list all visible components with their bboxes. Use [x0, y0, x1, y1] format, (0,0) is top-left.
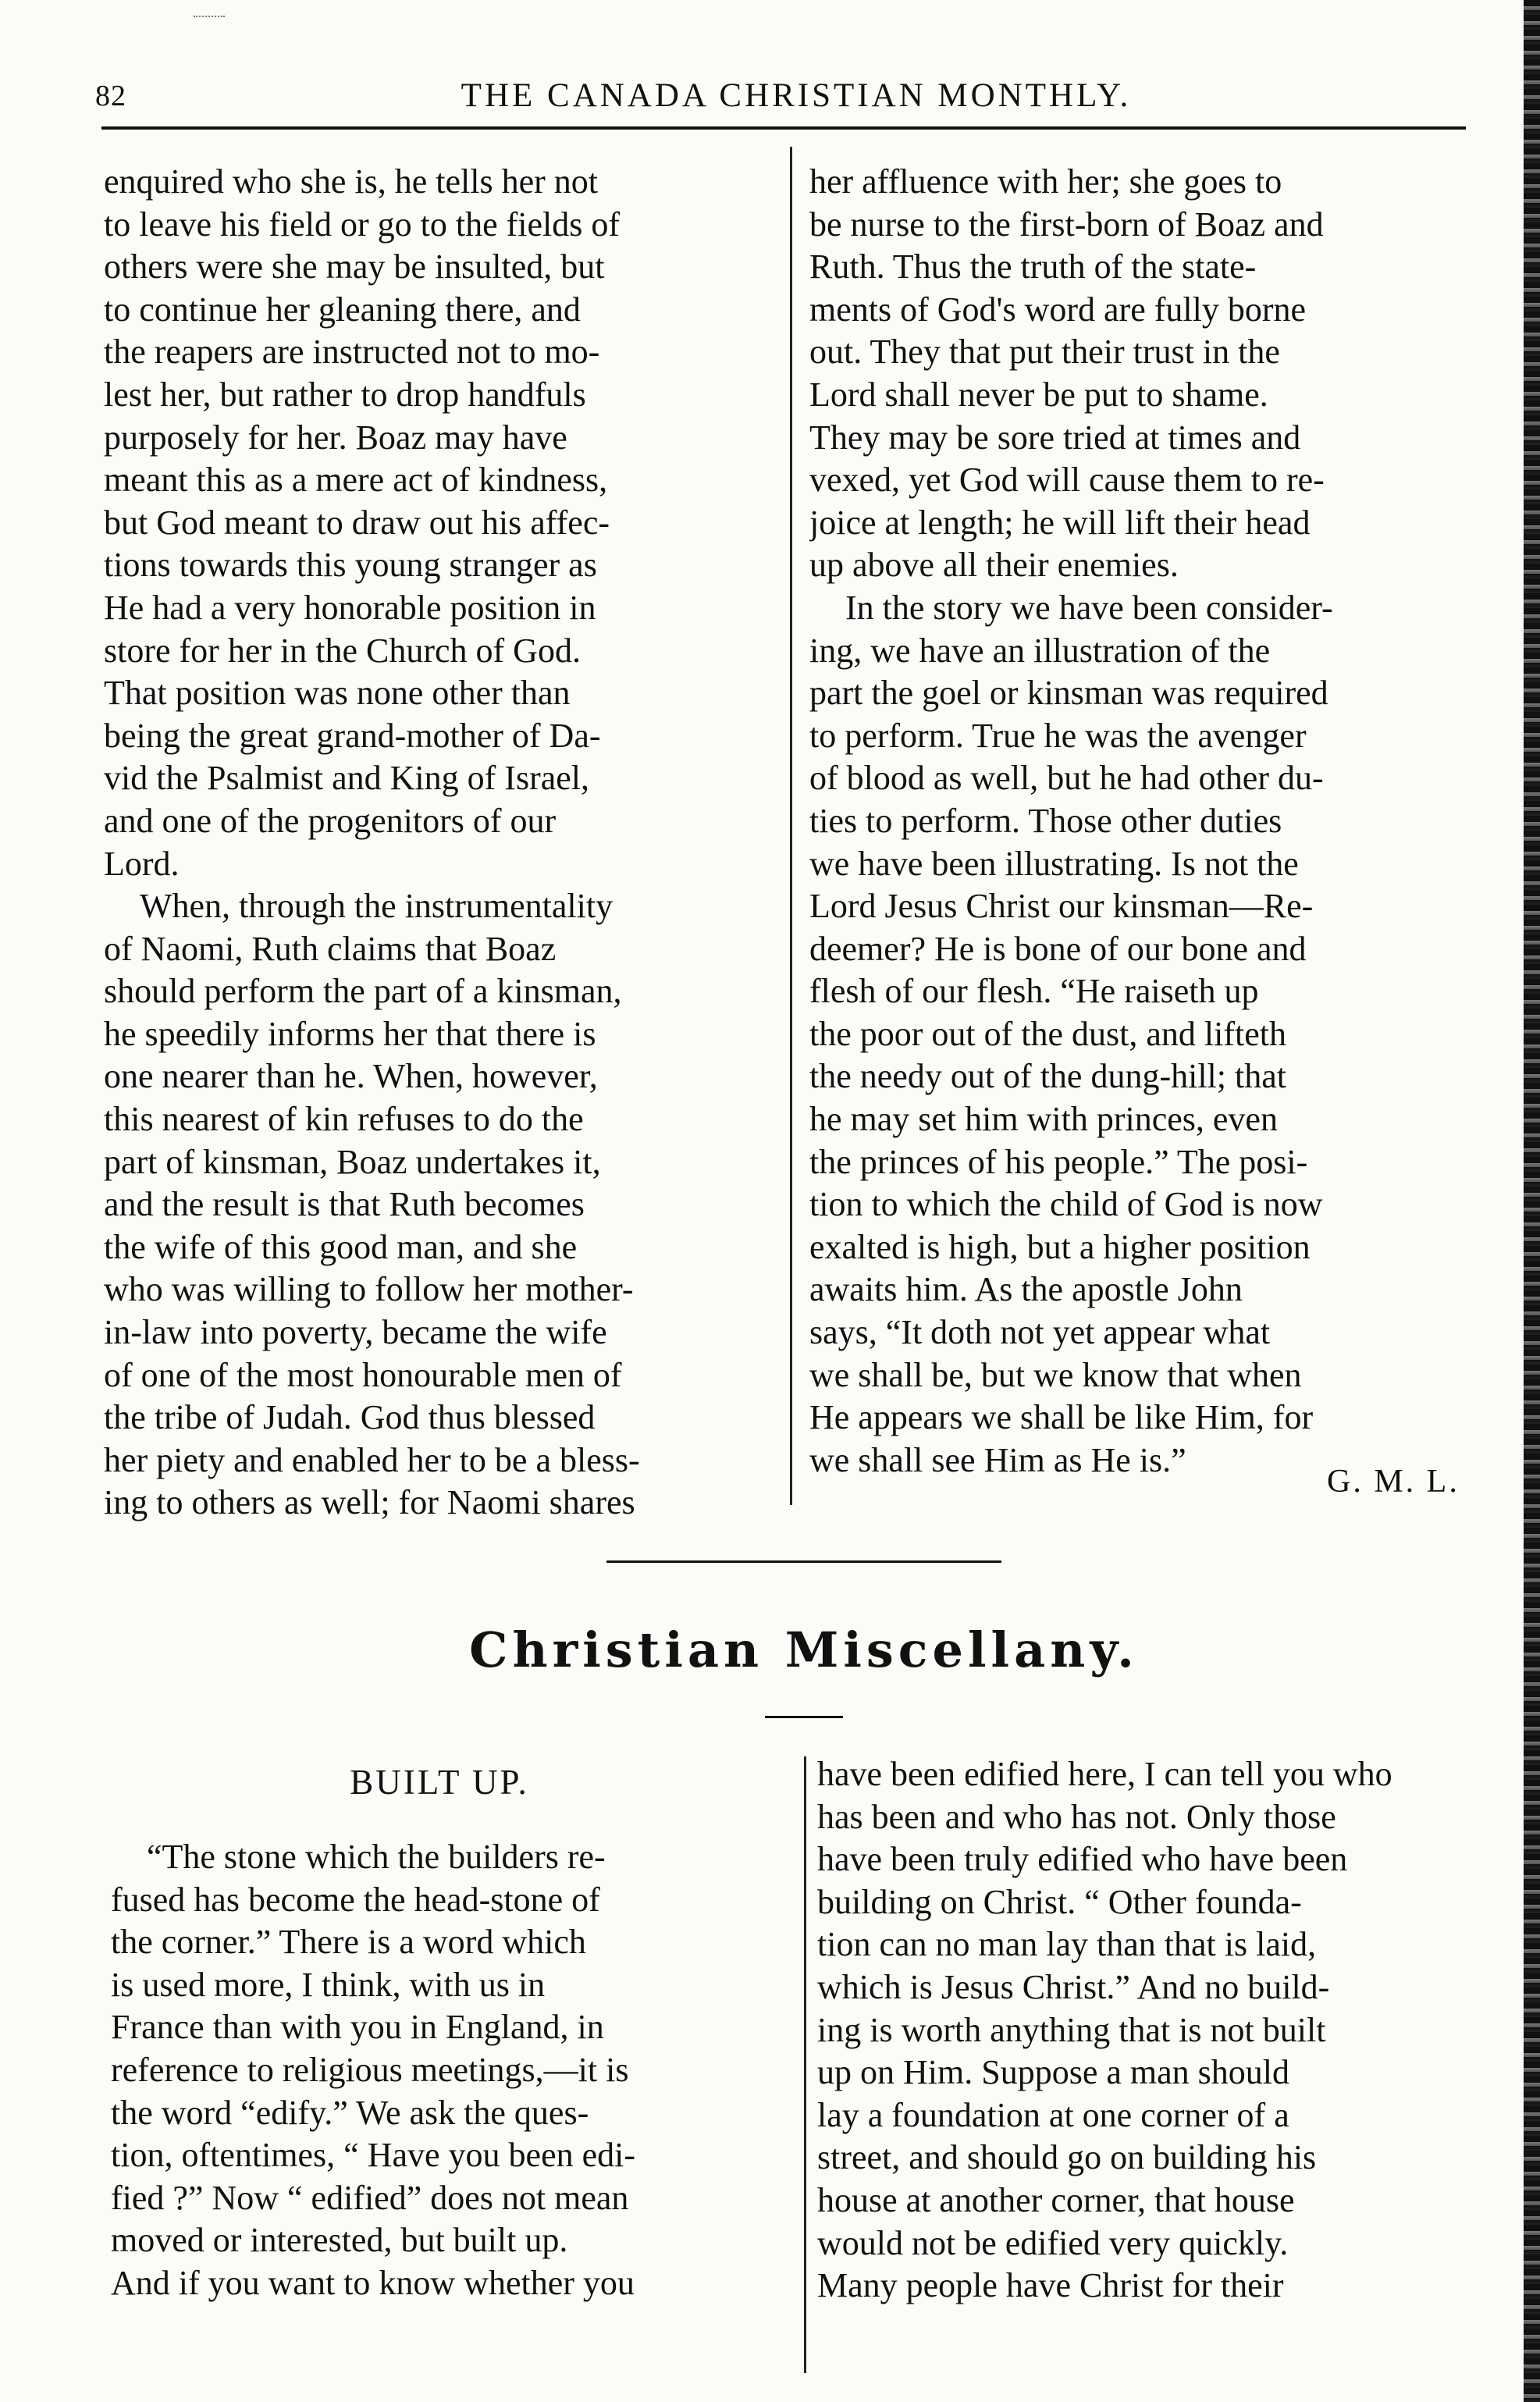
paragraph	[111, 1836, 788, 2305]
text-line: building on Christ. “ Other founda-	[817, 1882, 1302, 1921]
text-line: Lord.	[104, 844, 180, 883]
paragraph	[809, 587, 1488, 1482]
text-line: have been truly edified who have been	[817, 1840, 1348, 1879]
text-line: store for her in the Church of God.	[104, 631, 581, 670]
article-left-column	[111, 1836, 788, 2305]
scan-speck-mark	[194, 16, 225, 19]
text-line: tion, oftentimes, “ Have you been edi-	[111, 2136, 636, 2175]
text-line: That position was none other than	[104, 674, 571, 713]
text-line: awaits him. As the apostle John	[809, 1270, 1243, 1309]
text-line: would not be edified very quickly.	[817, 2223, 1289, 2262]
section-divider-rule	[606, 1560, 1001, 1563]
running-title: THE CANADA CHRISTIAN MONTHLY.	[461, 77, 1132, 114]
text-line: he speedily informs her that there is	[104, 1014, 596, 1053]
text-line: up on Him. Suppose a man should	[817, 2053, 1289, 2092]
binding-edge-strip	[1524, 0, 1540, 2402]
top-left-column	[104, 161, 775, 1525]
text-line: part the goel or kinsman was required	[809, 674, 1328, 713]
text-line: and one of the progenitors of our	[104, 801, 557, 840]
text-line: purposely for her. Boaz may have	[104, 418, 567, 457]
paragraph	[809, 161, 1488, 587]
text-line: fied ?” Now “ edified” does not mean	[111, 2178, 629, 2217]
text-line: reference to religious meetings,—it is	[111, 2050, 629, 2089]
text-line: joice at length; he will lift their head	[809, 503, 1311, 542]
text-line: her piety and enabled her to be a bless-	[104, 1440, 640, 1479]
text-line: and the result is that Ruth becomes	[104, 1185, 585, 1224]
text-line: vexed, yet God will cause them to re-	[809, 461, 1325, 500]
text-line: the needy out of the dung-hill; that	[809, 1057, 1286, 1096]
section-heading: Christian Miscellany.	[469, 1621, 1139, 1678]
text-line: He had a very honorable position in	[104, 588, 596, 627]
text-line: have been edified here, I can tell you who	[817, 1755, 1392, 1793]
text-line: to leave his field or go to the fields of	[104, 205, 621, 244]
text-line: the wife of this good man, and she	[104, 1227, 578, 1266]
text-line: this nearest of kin refuses to do the	[104, 1100, 584, 1139]
text-line: of blood as well, but he had other du-	[809, 759, 1324, 798]
text-line: the tribe of Judah. God thus blessed	[104, 1398, 596, 1437]
text-line: should perform the part of a kinsman,	[104, 972, 622, 1011]
text-line: says, “It doth not yet appear what	[809, 1313, 1271, 1352]
text-line: he may set him with princes, even	[809, 1100, 1278, 1139]
text-line: of one of the most honourable men of	[104, 1355, 622, 1394]
text-line: the princes of his people.” The posi-	[809, 1142, 1308, 1181]
text-line: tions towards this young stranger as	[104, 546, 597, 585]
text-line: up above all their enemies.	[809, 546, 1179, 585]
text-line: tion can no man lay than that is laid,	[817, 1925, 1317, 1964]
text-line: the word “edify.” We ask the ques-	[111, 2093, 589, 2132]
text-line: meant this as a mere act of kindness,	[104, 461, 608, 500]
text-line: ing, we have an illustration of the	[809, 631, 1271, 670]
text-line: moved or interested, but built up.	[111, 2221, 568, 2260]
text-line: He appears we shall be like Him, for	[809, 1398, 1314, 1437]
text-line: we shall see Him as He is.”	[809, 1440, 1186, 1479]
text-line: others were she may be insulted, but	[104, 247, 605, 286]
text-line: When, through the instrumentality	[140, 887, 614, 926]
text-line: “The stone which the builders re-	[147, 1838, 606, 1876]
text-line: In the story we have been consider-	[845, 588, 1333, 627]
text-line: lest her, but rather to drop handfuls	[104, 375, 586, 414]
text-line: flesh of our flesh. “He raiseth up	[809, 972, 1259, 1011]
text-line: in-law into poverty, became the wife	[104, 1313, 607, 1352]
text-line: the corner.” There is a word which	[111, 1923, 586, 1962]
text-line: tion to which the child of God is now	[809, 1185, 1323, 1224]
text-line: ties to perform. Those other duties	[809, 801, 1282, 840]
text-line: to continue her gleaning there, and	[104, 290, 581, 329]
text-line: lay a foundation at one corner of a	[817, 2095, 1289, 2134]
text-line: Ruth. Thus the truth of the state-	[809, 247, 1257, 286]
column-divider	[790, 147, 792, 1505]
column-divider	[804, 1756, 806, 2373]
text-line: her affluence with her; she goes to	[809, 162, 1282, 201]
top-right-column	[809, 161, 1488, 1482]
paragraph	[104, 885, 775, 1525]
text-line: house at another corner, that house	[817, 2180, 1295, 2219]
page-number: 82	[95, 80, 126, 112]
text-line: ing to others as well; for Naomi shares	[104, 1483, 635, 1522]
text-line: be nurse to the first-born of Boaz and	[809, 205, 1324, 244]
text-line: being the great grand-mother of Da-	[104, 716, 601, 755]
text-line: exalted is high, but a higher position	[809, 1227, 1311, 1266]
header-rule	[101, 126, 1466, 130]
article-right-column	[817, 1753, 1485, 2308]
text-line: deemer? He is bone of our bone and	[809, 929, 1307, 968]
text-line: has been and who has not. Only those	[817, 1797, 1336, 1836]
text-line: the poor out of the dust, and lifteth	[809, 1014, 1286, 1053]
text-line: one nearer than he. When, however,	[104, 1057, 598, 1096]
text-line: is used more, I think, with us in	[111, 1965, 546, 2004]
text-line: They may be sore tried at times and	[809, 418, 1301, 457]
text-line: vid the Psalmist and King of Israel,	[104, 759, 590, 798]
text-line: but God meant to draw out his affec-	[104, 503, 610, 542]
text-line: street, and should go on building his	[817, 2138, 1317, 2177]
text-line: we shall be, but we know that when	[809, 1355, 1302, 1394]
author-signature: G. M. L.	[1327, 1464, 1460, 1500]
text-line: France than with you in England, in	[111, 2008, 604, 2047]
heading-underline-rule	[765, 1716, 843, 1718]
text-line: And if you want to know whether you	[111, 2263, 635, 2302]
article-title: BUILT UP.	[350, 1763, 529, 1802]
text-line: which is Jesus Christ.” And no build-	[817, 1967, 1330, 2006]
text-line: ments of God's word are fully borne	[809, 290, 1307, 329]
text-line: Lord Jesus Christ our kinsman—Re-	[809, 887, 1314, 926]
text-line: Lord shall never be put to shame.	[809, 375, 1268, 414]
paragraph	[817, 1753, 1485, 2308]
paragraph	[104, 161, 775, 885]
text-line: the reapers are instructed not to mo-	[104, 333, 600, 372]
text-line: of Naomi, Ruth claims that Boaz	[104, 929, 557, 968]
text-line: who was willing to follow her mother-	[104, 1270, 634, 1309]
text-line: out. They that put their trust in the	[809, 333, 1280, 372]
text-line: we have been illustrating. Is not the	[809, 844, 1299, 883]
text-line: part of kinsman, Boaz undertakes it,	[104, 1142, 601, 1181]
text-line: ing is worth anything that is not built	[817, 2010, 1326, 2049]
text-line: enquired who she is, he tells her not	[104, 162, 598, 201]
text-line: fused has become the head-stone of	[111, 1880, 600, 1919]
text-line: Many people have Christ for their	[817, 2266, 1284, 2305]
text-line: to perform. True he was the avenger	[809, 716, 1307, 755]
